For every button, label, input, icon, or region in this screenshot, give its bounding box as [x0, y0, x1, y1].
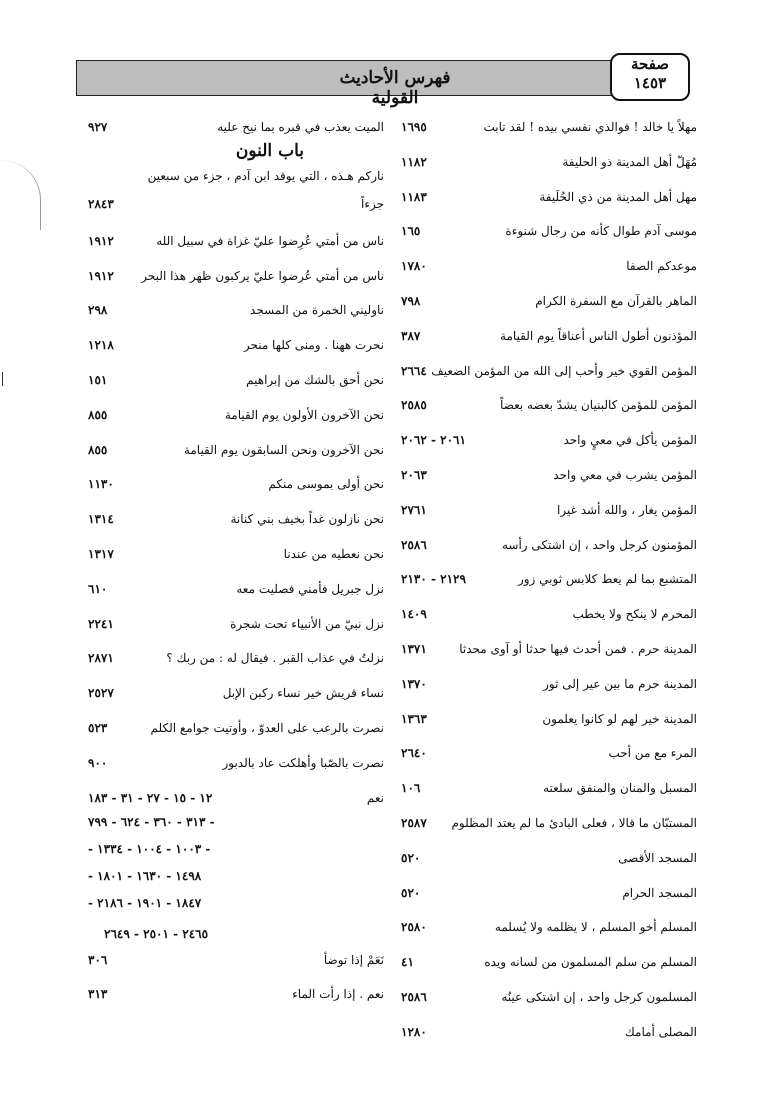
index-entry — [397, 321, 697, 356]
entry-text: المؤمن يأكل في معيٍ واحد — [563, 433, 697, 448]
entry-text: المسبل والمنان والمنفق سلعته — [543, 781, 697, 796]
naam-continued — [84, 919, 384, 945]
entry-number: ١٣١٤ — [88, 512, 114, 527]
scan-margin-mark — [0, 160, 41, 230]
naam-entry — [84, 783, 384, 923]
entry-number: ١٦٩٥ — [401, 120, 427, 134]
entry-number: ١١٣٠ — [88, 477, 114, 492]
entry-number: ١٣١٧ — [88, 546, 114, 561]
entry-number: ٩٢٧ — [88, 120, 108, 134]
entry-text: المتشبع بما لم يعط كلابس ثوبي زور — [517, 572, 697, 587]
index-entry — [397, 1017, 697, 1052]
index-entry — [397, 564, 697, 599]
entry-text: مُهَلّ أهل المدينة ذو الحليفة — [562, 154, 697, 169]
entry-text: المسجد الأقصى — [618, 850, 697, 865]
index-entry — [84, 365, 384, 400]
entry-number: ٢٧٦١ — [401, 502, 427, 517]
index-entry — [397, 599, 697, 634]
scan-margin-tick — [2, 372, 3, 386]
entry-text: ناس من أمتي عُرِضوا عليّ غزاة في سبيل الله — [156, 233, 384, 248]
entry-number: ٥٢٠ — [401, 885, 421, 900]
entry-text: المصلى أمامك — [624, 1024, 697, 1039]
index-entry — [397, 286, 697, 321]
entry-number: ٥٢٠ — [401, 850, 421, 865]
entry-number: ٢٠٦٣ — [401, 467, 427, 482]
entry-text: المسجد الحرام — [622, 885, 697, 900]
entry-number: ١٥١ — [88, 372, 108, 387]
entry-text: نحن نعطيه من عندنا — [283, 546, 384, 561]
entry-number: ١٤٠٩ — [401, 607, 427, 622]
entry-number: ٢٦٦٤ — [401, 363, 427, 378]
page-word: صفحة — [630, 55, 670, 73]
index-entry — [397, 112, 697, 147]
entry-text: المسلمون كرجل واحد ، إن اشتكى عينُه — [501, 989, 697, 1004]
left-tail-entries — [84, 945, 384, 1015]
entry-text: المرء مع من أحب — [608, 746, 697, 761]
entry-number: ٣١٣ — [88, 987, 108, 1002]
entry-text: نحن الآخرون الأولون يوم القيامة — [224, 407, 384, 422]
index-entry — [84, 979, 384, 1014]
index-entry — [397, 495, 697, 530]
naam-line-4: ١٤٩٨ - ١٦٣٠ - ١٨٠١ - — [88, 868, 202, 883]
naam-line-5: ١٨٤٧ - ١٩٠١ - ٢١٨٦ - — [88, 895, 202, 910]
entry-number: ١١٨٣ — [401, 189, 427, 204]
entry-text: نعم — [366, 790, 384, 805]
entry-number: ٢٥٨٦ — [401, 989, 427, 1004]
entry-number: ٢٢٤١ — [88, 616, 114, 631]
index-entry — [84, 539, 384, 574]
entry-text: المؤمنون كرجل واحد ، إن اشتكى رأسه — [501, 537, 697, 552]
index-entry — [397, 182, 697, 217]
naam-line-6: ٢٤٦٥ - ٢٥٠١ - ٢٦٤٩ — [104, 926, 209, 941]
index-entry — [397, 425, 697, 460]
entry-number: ٢٨٧١ — [88, 651, 114, 666]
index-entry — [397, 669, 697, 704]
entry-text: المؤذنون أطول الناس أعناقاً يوم القيامة — [500, 328, 697, 343]
entry-text: نصرت بالرعب على العدوّ ، وأوتيت جوامع الكلم — [150, 720, 384, 735]
index-entry — [397, 216, 697, 251]
index-entry — [84, 945, 384, 980]
entry-text: ناوليني الخمرة من المسجد — [250, 303, 384, 318]
index-entry — [397, 738, 697, 773]
entry-number: ٢٨٤٣ — [88, 196, 114, 211]
entry-number: ١٣٧٠ — [401, 676, 427, 691]
entry-text: نحن أولى بموسى منكم — [268, 477, 384, 492]
index-entry — [84, 678, 384, 713]
index-entry — [397, 982, 697, 1017]
naam-line-2: - ٣١٣ - ٣٦٠ - ٦٢٤ - ٧٩٩ — [88, 814, 215, 829]
left-entries — [84, 226, 384, 783]
index-entry — [397, 808, 697, 843]
entry-number: ٢١٢٩ - ٢١٣٠ — [401, 572, 466, 587]
entry-number: ٣٨٧ — [401, 328, 421, 343]
entry-text: نحرت ههنا . ومنى كلها منحر — [243, 338, 384, 353]
entry-number: ١٢٨٠ — [401, 1024, 427, 1039]
entry-number: ١٣٦٣ — [401, 711, 427, 726]
entry-text: نحن الآخرون ونحن السابقون يوم القيامة — [183, 442, 384, 457]
entry-text: المدينة حرم ما بين عير إلى ثور — [543, 676, 697, 691]
index-entry — [84, 163, 384, 226]
index-entry — [397, 356, 697, 391]
entry-number: ١٢١٨ — [88, 338, 114, 353]
index-entry — [84, 400, 384, 435]
entry-text: نزل جبريل فأمني فصليت معه — [236, 581, 384, 596]
entry-text: المؤمن القوي خير وأحب إلى الله من المؤمن الضعيف — [431, 363, 697, 378]
entry-number: ٨٥٥ — [88, 442, 108, 457]
entry-number: ٦١٠ — [88, 581, 108, 596]
index-entry — [84, 295, 384, 330]
entry-number: ١٩١٢ — [88, 233, 114, 248]
entry-number: ٣٠٦ — [88, 952, 108, 967]
entry-number: ١٠٦ — [401, 781, 421, 796]
entry-text: المؤمن للمؤمن كالبنيان يشدّ بعضه بعضاً — [500, 398, 697, 413]
page-number-box — [610, 53, 690, 101]
index-entry — [397, 530, 697, 565]
entry-text: موسى آدم طوال كأنه من رجال شنوءة — [505, 224, 697, 239]
entry-number: ٧٩٨ — [401, 293, 421, 308]
index-entry — [84, 643, 384, 678]
entry-number: ١٦٥ — [401, 224, 421, 239]
right-column — [397, 112, 697, 1052]
section-heading-row — [84, 135, 384, 163]
index-entry — [84, 713, 384, 748]
entry-number: ٤١ — [401, 955, 414, 970]
entry-number: ٥٢٣ — [88, 720, 108, 735]
entry-text: المدينة حرم . فمن أحدث فيها حدثا أو آوى محدثا — [459, 641, 697, 656]
index-entry — [84, 330, 384, 365]
entry-number: ٢٩٨ — [88, 303, 108, 318]
index-entry — [84, 609, 384, 644]
entry-text: نساء قريش خير نساء ركبن الإبل — [222, 686, 384, 701]
index-entry — [84, 261, 384, 296]
entry-text: المحرم لا ينكح ولا يخطب — [572, 607, 697, 622]
entry-text-line2: جزءاً — [360, 196, 384, 211]
entry-number: ٢٥٨٧ — [401, 815, 427, 830]
entry-number: ٢٥٨٦ — [401, 537, 427, 552]
entry-text: نزل نبيّ من الأنبياء تحت شجرة — [230, 616, 384, 631]
entry-number: ٩٠٠ — [88, 755, 108, 770]
index-entry — [397, 147, 697, 182]
entry-number: ١٧٨٠ — [401, 259, 427, 274]
entry-text: مهلاً يا خالد ! فوالذي نفسي بيده ! لقد تابت — [483, 120, 697, 134]
section-title: باب النون — [235, 140, 304, 161]
index-entry — [84, 435, 384, 470]
entry-text: المسلم من سلم المسلمون من لسانه ويده — [484, 955, 697, 970]
index-entry — [397, 912, 697, 947]
entry-number: ٢٥٢٧ — [88, 686, 114, 701]
entry-text: نَعَمْ إذا توضأ — [323, 952, 384, 967]
entry-text: المؤمن يغار ، والله أشد غيرا — [557, 502, 697, 517]
entry-number: ١٣٧١ — [401, 641, 427, 656]
entry-text: المدينة خير لهم لو كانوا يعلمون — [542, 711, 697, 726]
index-entry — [397, 947, 697, 982]
entry-text: المؤمن يشرب في معي واحد — [553, 467, 697, 482]
left-column — [84, 112, 384, 1014]
index-entry — [397, 704, 697, 739]
index-entry — [397, 634, 697, 669]
index-entry — [84, 469, 384, 504]
index-entry — [84, 574, 384, 609]
entry-text-line1: ناركم هـذه ، التي يوقد ابن آدم ، جزء من سبعين — [147, 168, 384, 183]
entry-text: الماهر بالقرآن مع السفرة الكرام — [535, 293, 697, 308]
page-number: ١٤٥٣ — [633, 74, 667, 92]
index-entry — [397, 878, 697, 913]
entry-text: نعم . إذا رأت الماء — [292, 987, 384, 1002]
entry-number: ٢٦٤٠ — [401, 746, 427, 761]
index-entry — [84, 226, 384, 261]
naam-line-3: - ١٠٠٣ - ١٠٠٤ - ١٣٣٤ - — [88, 841, 211, 856]
naam-line-1: ١٢ - ١٥ - ٢٧ - ٣١ - ١٨٣ — [88, 790, 213, 805]
index-entry — [397, 390, 697, 425]
page-title: فهرس الأحاديث القولية — [339, 68, 451, 108]
entry-number: ٨٥٥ — [88, 407, 108, 422]
entry-text: المستبّان ما قالا ، فعلى البادئ ما لم يعتد المظلوم — [451, 815, 697, 830]
entry-number: ١٩١٢ — [88, 268, 114, 283]
entry-number: ١١٨٢ — [401, 154, 427, 169]
entry-text: نحن نازلون غداً بخيف بني كنانة — [230, 512, 384, 527]
index-entry — [397, 251, 697, 286]
entry-number: ٢٠٦١ - ٢٠٦٢ — [401, 433, 466, 448]
entry-text: نزلتُ في عذاب القبر . فيقال له : من ربك ؟ — [166, 651, 384, 666]
entry-text: ناس من أمتي عُرضوا عليّ يركبون ظهر هذا البحر — [141, 268, 384, 283]
entry-number: ٢٥٨٥ — [401, 398, 427, 413]
entry-text: نصرت بالصّبا وأهلكت عاد بالدبور — [222, 755, 384, 770]
entry-text: المسلم أخو المسلم ، لا يظلمه ولا يُسلمه — [494, 920, 697, 935]
entry-number: ٢٥٨٠ — [401, 920, 427, 935]
entry-text: الميت يعذب في قبره بما نيح عليه — [217, 120, 384, 134]
entry-text: موعدكم الصفا — [626, 259, 697, 274]
index-entry — [84, 504, 384, 539]
index-entry — [84, 748, 384, 783]
entry-text: مهل أهل المدينة من ذي الحُلَيفة — [539, 189, 697, 204]
index-entry — [397, 773, 697, 808]
index-entry — [397, 843, 697, 878]
entry-text: نحن أحق بالشك من إبراهيم — [246, 372, 384, 387]
index-entry — [397, 460, 697, 495]
